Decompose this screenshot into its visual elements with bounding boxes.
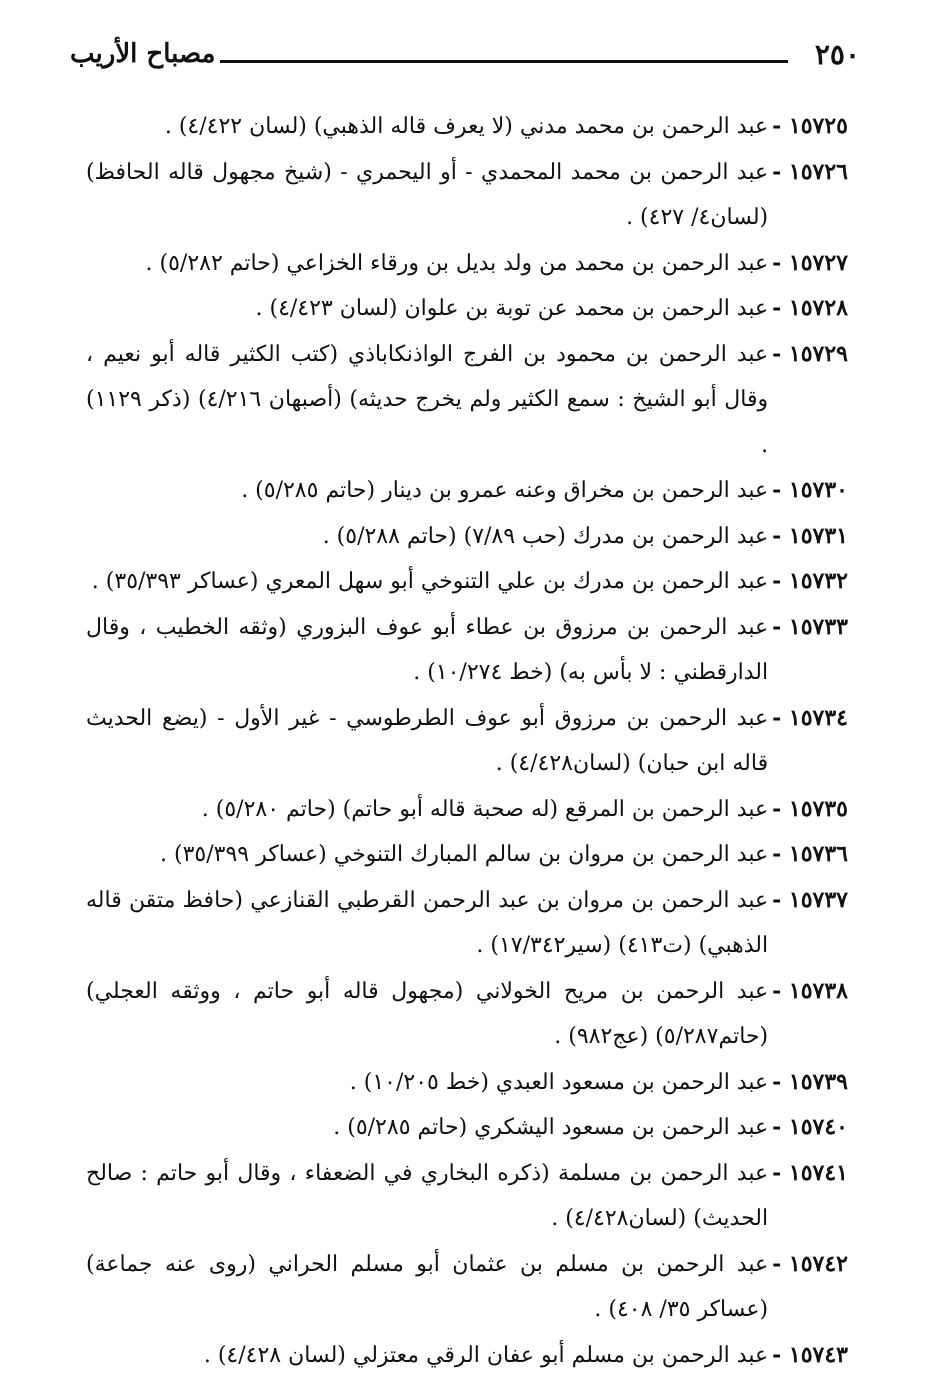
entry-number: ١٥٧٤٣ - — [772, 1333, 848, 1378]
entry-number: ١٥٧٣٨ - — [772, 969, 848, 1015]
entry-text: عبد الرحمن بن محمود بن الفرج الواذنكاباذي (كتب الكثير قاله أبو نعيم ، وقال أبو الشيخ : سمع الكثير ولم يخرج حديثه) (أصبهان ٤/٢١٦) (ذكر ١١٢٩) . — [86, 332, 772, 469]
entry — [86, 1151, 848, 1242]
entry-number: ١٥٧٣٠ - — [772, 468, 848, 514]
entry-number: ١٥٧٣٩ - — [772, 1060, 848, 1106]
entry — [86, 514, 848, 560]
entry-number: ١٥٧٣٣ - — [772, 605, 848, 651]
entry-text: عبد الرحمن بن مرزوق أبو عوف الطرطوسي - غير الأول - (يضع الحديث قاله ابن حبان) (لسان٤/٤٢٨) . — [86, 696, 772, 787]
entry-text: عبد الرحمن بن مدرك (حب ٧/٨٩) (حاتم ٥/٢٨٨) . — [86, 514, 772, 560]
entry-text: عبد الرحمن بن مرزوق بن عطاء أبو عوف البزوري (وثقه الخطيب ، وقال الدارقطني : لا بأس به) (خط ١٠/٢٧٤) . — [86, 605, 772, 696]
entry-text: عبد الرحمن بن محمد المحمدي - أو اليحمري - (شيخ مجهول قاله الحافظ) (لسان٤/ ٤٢٧) . — [86, 150, 772, 241]
entry-number: ١٥٧٢٦ - — [772, 150, 848, 196]
book-title: مصباح الأريب — [70, 36, 215, 72]
entry — [86, 559, 848, 605]
entry-list — [86, 104, 848, 1378]
entry-number: ١٥٧٣٥ - — [772, 787, 848, 833]
entry-number: ١٥٧٤٢ - — [772, 1242, 848, 1288]
entry-text: عبد الرحمن بن مسلم أبو عفان الرقي معتزلي (لسان ٤/٤٢٨) . — [86, 1333, 772, 1378]
entry — [86, 1105, 848, 1151]
entry — [86, 969, 848, 1060]
entry-number: ١٥٧٢٧ - — [772, 241, 848, 287]
entry-text: عبد الرحمن بن مسعود اليشكري (حاتم ٥/٢٨٥) . — [86, 1105, 772, 1151]
entry-number: ١٥٧٢٨ - — [772, 286, 848, 332]
entry — [86, 150, 848, 241]
entry — [86, 286, 848, 332]
entry — [86, 1333, 848, 1378]
header-rule — [220, 60, 788, 63]
entry — [86, 605, 848, 696]
entry-text: عبد الرحمن بن محمد مدني (لا يعرف قاله الذهبي) (لسان ٤/٤٢٢) . — [86, 104, 772, 150]
entry-text: عبد الرحمن بن مخراق وعنه عمرو بن دينار (حاتم ٥/٢٨٥) . — [86, 468, 772, 514]
entry-text: عبد الرحمن بن المرقع (له صحبة قاله أبو حاتم) (حاتم ٥/٢٨٠) . — [86, 787, 772, 833]
entry-text: عبد الرحمن بن مسلم بن عثمان أبو مسلم الحراني (روى عنه جماعة) (عساكر ٣٥/ ٤٠٨) . — [86, 1242, 772, 1333]
entry — [86, 1242, 848, 1333]
entry-number: ١٥٧٣٧ - — [772, 878, 848, 924]
entry-number: ١٥٧٣١ - — [772, 514, 848, 560]
entry-text: عبد الرحمن بن مسعود العبدي (خط ١٠/٢٠٥) . — [86, 1060, 772, 1106]
entry — [86, 332, 848, 469]
entry-number: ١٥٧٤١ - — [772, 1151, 848, 1197]
entry — [86, 787, 848, 833]
entry-number: ١٥٧٤٠ - — [772, 1105, 848, 1151]
entry-number: ١٥٧٣٦ - — [772, 832, 848, 878]
entry — [86, 104, 848, 150]
entry-number: ١٥٧٣٤ - — [772, 696, 848, 742]
entry-number: ١٥٧٣٢ - — [772, 559, 848, 605]
entry — [86, 832, 848, 878]
entry-number: ١٥٧٢٩ - — [772, 332, 848, 378]
entry — [86, 878, 848, 969]
entry-text: عبد الرحمن بن مدرك بن علي التنوخي أبو سهل المعري (عساكر ٣٥/٣٩٣) . — [86, 559, 772, 605]
entry — [86, 241, 848, 287]
page-header — [70, 34, 860, 80]
entry-text: عبد الرحمن بن مريح الخولاني (مجهول قاله أبو حاتم ، ووثقه العجلي) (حاتم٥/٢٨٧) (عج٩٨٢) . — [86, 969, 772, 1060]
entry — [86, 1060, 848, 1106]
entry-text: عبد الرحمن بن مروان بن سالم المبارك التنوخي (عساكر ٣٥/٣٩٩) . — [86, 832, 772, 878]
entry — [86, 468, 848, 514]
entry-text: عبد الرحمن بن مروان بن عبد الرحمن القرطبي القنازعي (حافظ متقن قاله الذهبي) (ت٤١٣) (سير١٧/٣٤٢) . — [86, 878, 772, 969]
page-number: ٢٥٠ — [815, 38, 860, 72]
entry-text: عبد الرحمن بن مسلمة (ذكره البخاري في الضعفاء ، وقال أبو حاتم : صالح الحديث) (لسان٤/٤٢٨) . — [86, 1151, 772, 1242]
entry-text: عبد الرحمن بن محمد عن توبة بن علوان (لسان ٤/٤٢٣) . — [86, 286, 772, 332]
entry — [86, 696, 848, 787]
entry-number: ١٥٧٢٥ - — [772, 104, 848, 150]
entry-text: عبد الرحمن بن محمد من ولد بديل بن ورقاء الخزاعي (حاتم ٥/٢٨٢) . — [86, 241, 772, 287]
